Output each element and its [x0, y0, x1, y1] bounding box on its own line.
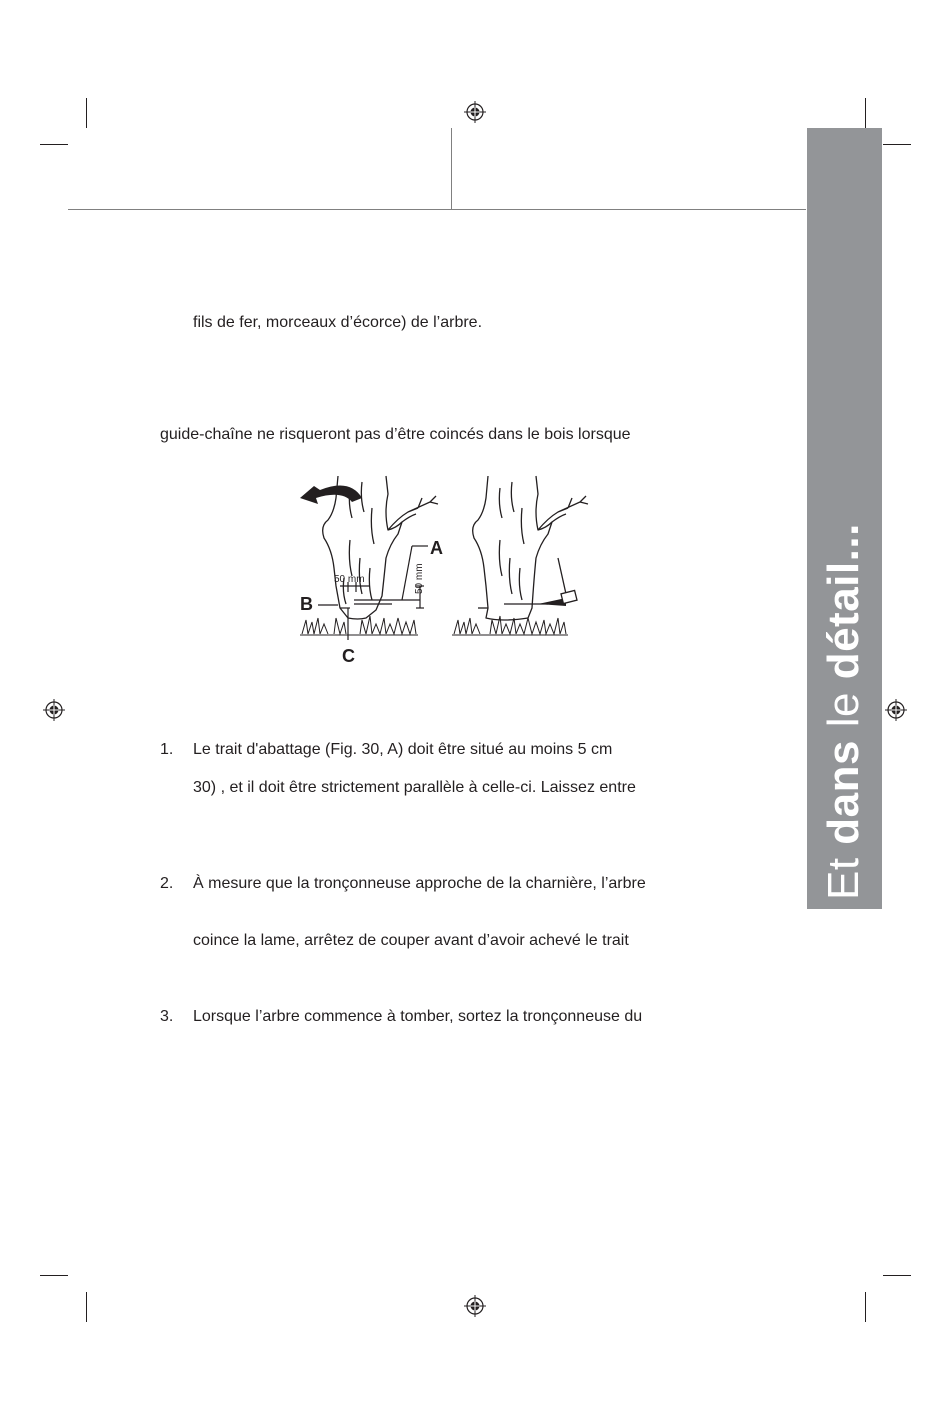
registration-mark-icon	[464, 1295, 486, 1317]
crop-mark-bottom-left-v	[86, 1292, 87, 1322]
figure-label-a: A	[430, 538, 443, 558]
crop-mark-top-right-h	[883, 144, 911, 145]
side-tab-word: le	[819, 679, 868, 740]
list-item-line: 30) , et il doit être strictement parallèle à celle-ci. Laissez entre	[193, 779, 636, 796]
crop-mark-bottom-right-v	[865, 1292, 866, 1322]
section-side-tab-title	[819, 523, 868, 900]
crop-mark-top-right-v	[865, 98, 866, 128]
list-item-line: À mesure que la tronçonneuse approche de la charnière, l’arbre	[193, 875, 646, 892]
header-divider	[451, 128, 452, 210]
figure-dim-vertical: 50 mm	[414, 563, 425, 594]
figure-dim-horizontal: 50 mm	[334, 574, 365, 585]
list-item-number: 1.	[160, 741, 174, 758]
registration-mark-icon	[43, 699, 65, 721]
crop-mark-top-left-h	[40, 144, 68, 145]
felling-cut-figure	[290, 468, 600, 668]
paragraph-line: fils de fer, morceaux d’écorce) de l’arbre.	[193, 314, 483, 331]
list-item-line: Le trait d'abattage (Fig. 30, A) doit être situé au moins 5 cm	[193, 741, 613, 758]
figure-label-c: C	[342, 646, 355, 666]
side-tab-word: détail...	[819, 523, 868, 680]
list-item-number: 2.	[160, 875, 174, 892]
crop-mark-top-left-v	[86, 98, 87, 128]
crop-mark-bottom-right-h	[883, 1275, 911, 1276]
registration-mark-icon	[885, 699, 907, 721]
registration-mark-icon	[464, 101, 486, 123]
crop-mark-bottom-left-h	[40, 1275, 68, 1276]
figure-label-b: B	[300, 594, 313, 614]
side-tab-word: Et	[819, 844, 868, 900]
list-item-line: coince la lame, arrêtez de couper avant d’avoir achevé le trait	[193, 932, 629, 949]
list-item-line: Lorsque l’arbre commence à tomber, sortez la tronçonneuse du	[193, 1008, 643, 1025]
paragraph-line: guide-chaîne ne risqueront pas d’être coincés dans le bois lorsque	[160, 426, 631, 443]
list-item-number: 3.	[160, 1008, 174, 1025]
side-tab-word: dans	[819, 740, 868, 845]
header-rule	[68, 209, 806, 210]
